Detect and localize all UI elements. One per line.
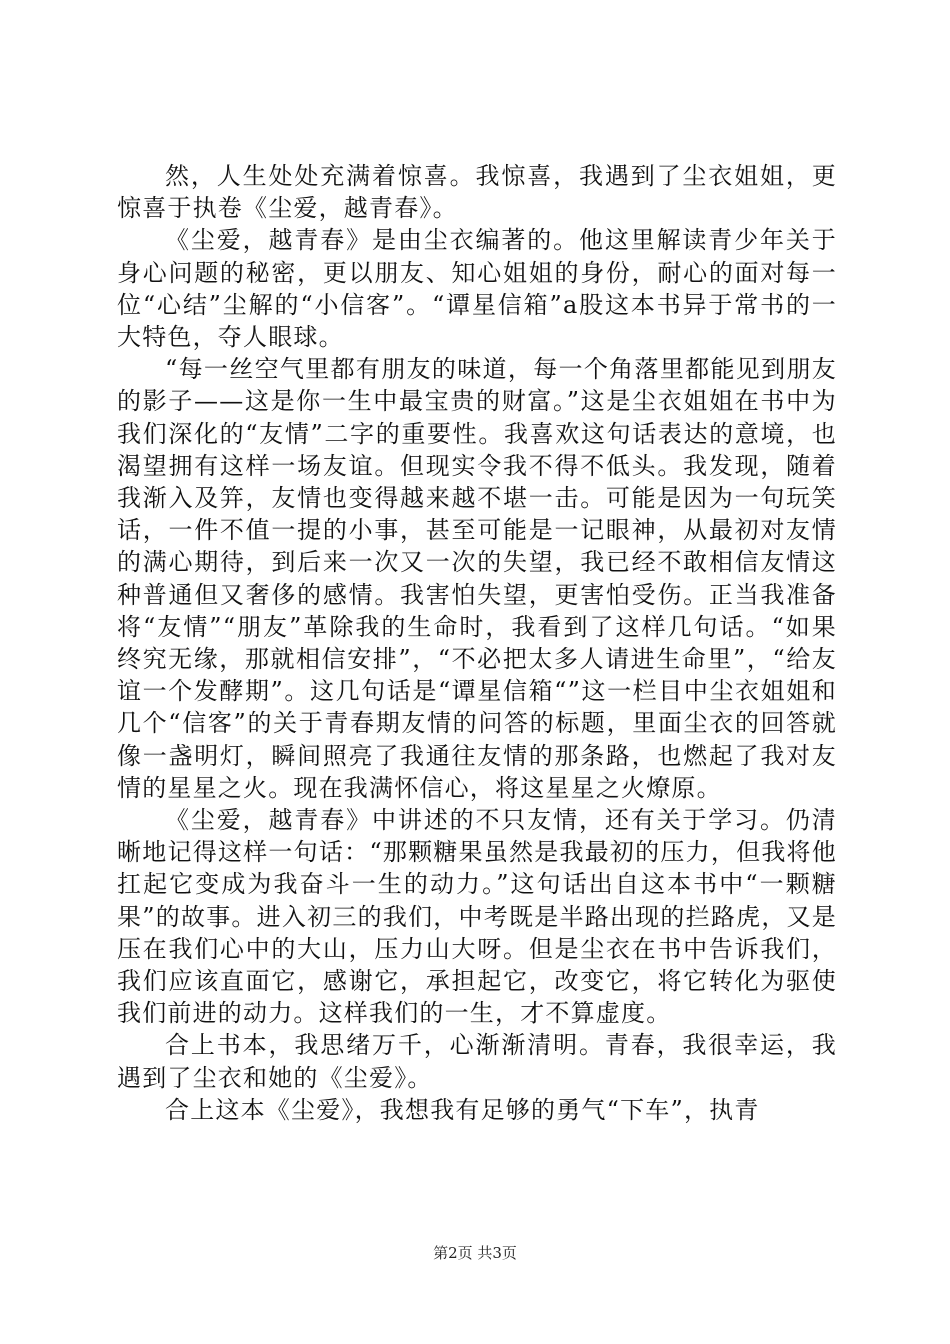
document-body <box>117 160 837 1126</box>
page-number-footer: 第2页 共3页 <box>433 1244 517 1262</box>
paragraph-1: 然，人生处处充满着惊喜。我惊喜，我遇到了尘衣姐姐，更惊喜于执卷《尘爱，越青春》。 <box>117 162 837 223</box>
paragraph-5: 合上书本，我思绪万千，心渐渐清明。青春，我很幸运，我遇到了尘衣和她的《尘爱》。 <box>117 1031 837 1092</box>
paragraph-3: “每一丝空气里都有朋友的味道，每一个角落里都能见到朋友的影子——这是你一生中最宝贵的财富。”这是尘衣姐姐在书中为我们深化的“友情”二字的重要性。我喜欢这句话表达的意境，也渴望拥有这样一场友谊。但现实令我不得不低头。我发现，随着我渐入及笄，友情也变得越来越不堪一击。可能是因为一句玩笑话，一件不值一提的小事，甚至可能是一记眼神，从最初对友情的满心期待，到后来一次又一次的失望，我已经不敢相信友情这种普通但又奢侈的感情。我害怕失望，更害怕受伤。正当我准备将“友情”“朋友”革除我的生命时，我看到了这样几句话。“如果终究无缘，那就相信安排”，“不必把太多人请进生命里”，“给友谊一个发酵期”。这几句话是“谭星信箱“”这一栏目中尘衣姐姐和几个“信客”的关于青春期友情的问答的标题，里面尘衣的回答就像一盏明灯，瞬间照亮了我通往友情的那条路，也燃起了我对友情的星星之火。现在我满怀信心，将这星星之火燎原。 <box>117 355 837 802</box>
paragraph-2: 《尘爱，越青春》是由尘衣编著的。他这里解读青少年关于身心问题的秘密，更以朋友、知心姐姐的身份，耐心的面对每一位“心结”尘解的“小信客”。“谭星信箱”a股这本书异于常书的一大特色，夺人眼球。 <box>117 226 837 352</box>
paragraph-6: 合上这本《尘爱》，我想我有足够的勇气“下车”，执青 <box>165 1095 760 1124</box>
paragraph-4: 《尘爱，越青春》中讲述的不只友情，还有关于学习。仍清晰地记得这样一句话：“那颗糖果虽然是我最初的压力，但我将他扛起它变成为我奋斗一生的动力。”这句话出自这本书中“一颗糖果”的故事。进入初三的我们，中考既是半路出现的拦路虎，又是压在我们心中的大山，压力山大呀。但是尘衣在书中告诉我们，我们应该直面它，感谢它，承担起它，改变它，将它转化为驱使我们前进的动力。这样我们的一生，才不算虚度。 <box>117 806 837 1028</box>
